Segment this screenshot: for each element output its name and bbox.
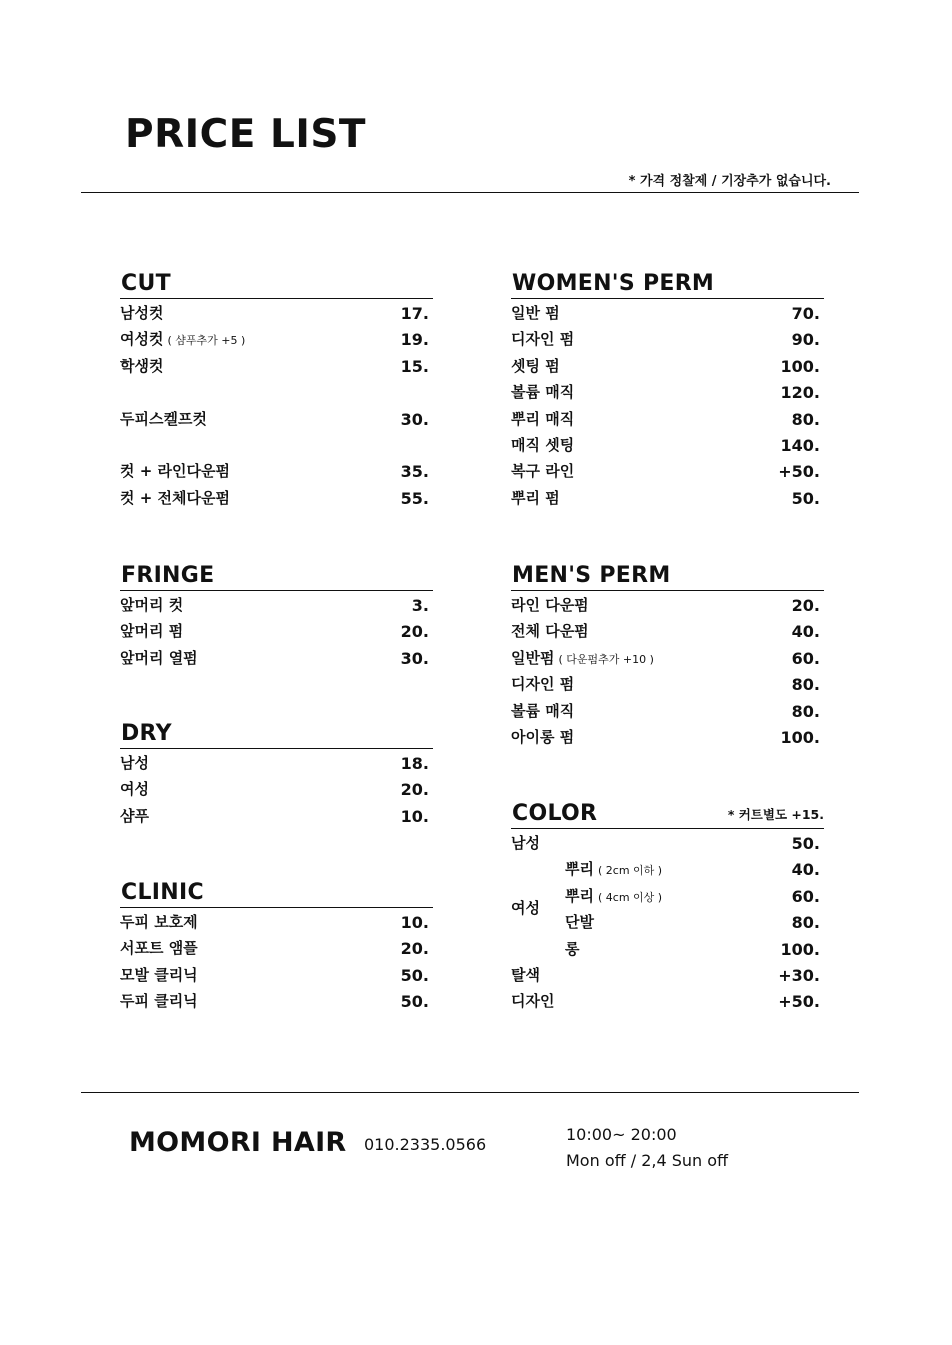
price-row (511, 591, 824, 617)
item-label: 디자인 펌 (511, 330, 575, 349)
section-title: MEN'S PERM (512, 563, 671, 588)
item-price: 70. (791, 304, 820, 323)
price-row (120, 961, 433, 987)
item-note: ( 샴푸추가 +5 ) (167, 334, 246, 348)
price-row (120, 352, 433, 378)
item-price: 100. (780, 939, 820, 959)
item-price: 50. (400, 992, 429, 1012)
item-price: 20. (400, 939, 429, 959)
item-label: 서포트 앰플 (120, 939, 198, 958)
section-title: FRINGE (121, 563, 215, 588)
opening-hours: 10:00~ 20:00 (566, 1125, 677, 1144)
color-note: * 커트별도 +15. (727, 807, 824, 822)
item-price: 10. (400, 806, 429, 826)
price-row (120, 484, 433, 510)
dry-header (120, 718, 433, 749)
item-label: 앞머리 열펌 (120, 648, 198, 667)
closed-days: Mon off / 2,4 Sun off (566, 1151, 729, 1170)
cut-header (120, 268, 433, 299)
price-row (511, 325, 824, 351)
item-label: 두피스켈프컷 (120, 409, 207, 428)
price-row (511, 935, 824, 961)
item-label: 샴푸 (120, 806, 149, 825)
item-price: 55. (400, 488, 429, 508)
price-row (511, 457, 824, 483)
item-label: 디자인 (511, 992, 555, 1011)
item-price: 80. (791, 913, 820, 933)
price-row (120, 644, 433, 670)
item-label: 뿌리 (565, 860, 594, 879)
item-price: 80. (791, 675, 820, 695)
price-row (120, 802, 433, 828)
item-price: 18. (400, 754, 429, 773)
section-title: CLINIC (121, 880, 204, 905)
price-row (511, 670, 824, 696)
business-hours (566, 1122, 728, 1174)
item-label: 여성컷 (120, 330, 164, 349)
price-row (511, 829, 824, 855)
item-label: 뿌리 펌 (511, 488, 560, 507)
item-price: 60. (791, 886, 820, 906)
item-label: 뿌리 매직 (511, 409, 575, 428)
item-label: 볼륨 매직 (511, 383, 575, 402)
female-group-label: 여성 (511, 899, 540, 918)
price-row (511, 299, 824, 325)
price-row (120, 299, 433, 325)
item-price: 20. (400, 780, 429, 800)
item-price: 40. (791, 622, 820, 642)
womens-perm-header (511, 268, 824, 299)
item-label: 컷 + 라인다운펌 (120, 462, 230, 481)
item-label: 볼륨 매직 (511, 701, 575, 720)
item-label: 롱 (565, 939, 580, 958)
item-label: 라인 다운펌 (511, 596, 589, 614)
top-divider (81, 192, 859, 193)
item-price: 80. (791, 409, 820, 429)
price-row (120, 325, 433, 351)
item-label: 여성 (120, 780, 149, 799)
item-note: ( 다운펌추가 +10 ) (558, 652, 654, 666)
price-row (511, 697, 824, 723)
price-row (511, 617, 824, 643)
womens-perm-section (511, 268, 824, 510)
item-price: +50. (778, 462, 820, 482)
item-label: 남성 (511, 834, 540, 852)
price-row (511, 723, 824, 749)
item-label: 뿌리 (565, 886, 594, 905)
item-label: 셋팅 펌 (511, 356, 560, 375)
price-row (511, 961, 824, 987)
price-row (511, 431, 824, 457)
price-row (120, 934, 433, 960)
item-label: 컷 + 전체다운펌 (120, 488, 230, 507)
phone-number: 010.2335.0566 (364, 1135, 487, 1154)
price-row (120, 457, 433, 483)
brand-name: MOMORI HAIR (129, 1127, 347, 1158)
clinic-section (120, 877, 433, 1014)
mens-perm-header (511, 560, 824, 591)
price-row (511, 378, 824, 404)
item-price: 30. (400, 409, 429, 429)
item-label: 일반 펌 (511, 304, 560, 322)
item-label: 매직 셋팅 (511, 435, 575, 454)
section-title: DRY (121, 721, 172, 746)
item-label: 복구 라인 (511, 462, 575, 481)
item-price: 60. (791, 648, 820, 668)
item-price: 100. (780, 727, 820, 747)
item-price: 20. (400, 622, 429, 642)
color-header (511, 798, 824, 829)
price-row (511, 908, 824, 934)
page-title: PRICE LIST (125, 112, 367, 157)
item-label: 탈색 (511, 965, 540, 984)
clinic-header (120, 877, 433, 908)
item-label: 남성컷 (120, 304, 164, 322)
price-row (511, 405, 824, 431)
price-row (511, 352, 824, 378)
item-label: 앞머리 컷 (120, 596, 184, 614)
price-row (511, 882, 824, 908)
cut-section (120, 268, 433, 510)
item-price: 15. (400, 356, 429, 376)
item-price: +30. (778, 965, 820, 985)
item-price: 140. (780, 435, 820, 455)
item-label: 디자인 펌 (511, 675, 575, 694)
item-price: 20. (791, 596, 820, 615)
item-label: 모발 클리닉 (120, 965, 198, 984)
item-price: 17. (400, 304, 429, 323)
item-price: 10. (400, 913, 429, 932)
bottom-divider (81, 1092, 859, 1093)
item-price: 50. (400, 965, 429, 985)
item-price: 3. (411, 596, 429, 615)
item-price: 120. (780, 383, 820, 403)
item-label: 남성 (120, 754, 149, 772)
item-label: 두피 보호제 (120, 913, 198, 931)
price-row (120, 749, 433, 775)
price-row (511, 644, 824, 670)
item-label: 일반펌 (511, 648, 555, 667)
item-note: ( 4cm 이상 ) (597, 890, 663, 904)
item-label: 학생컷 (120, 356, 164, 375)
item-note: ( 2cm 이하 ) (597, 864, 663, 878)
female-color-group (511, 855, 824, 961)
price-row (511, 987, 824, 1013)
section-title: WOMEN'S PERM (512, 271, 715, 296)
item-price: 35. (400, 462, 429, 482)
price-row (511, 484, 824, 510)
section-title: CUT (121, 271, 171, 296)
price-row (120, 908, 433, 934)
item-price: 90. (791, 330, 820, 350)
item-price: 30. (400, 648, 429, 668)
item-price: 50. (791, 834, 820, 853)
dry-section (120, 718, 433, 828)
item-price: 80. (791, 701, 820, 721)
item-price: +50. (778, 992, 820, 1012)
price-row (120, 775, 433, 801)
price-row (120, 987, 433, 1013)
price-row (120, 591, 433, 617)
fringe-section (120, 560, 433, 670)
price-policy-note: * 가격 정찰제 / 기장추가 없습니다. (628, 174, 831, 189)
item-label: 앞머리 펌 (120, 622, 184, 641)
item-label: 두피 클리닉 (120, 992, 198, 1011)
item-price: 40. (791, 860, 820, 880)
item-price: 50. (791, 488, 820, 508)
item-label: 전체 다운펌 (511, 622, 589, 641)
item-label: 아이롱 펌 (511, 727, 575, 746)
price-row (120, 617, 433, 643)
item-price: 100. (780, 356, 820, 376)
price-row (511, 855, 824, 881)
item-price: 19. (400, 330, 429, 350)
color-section (511, 798, 824, 1014)
item-label: 단발 (565, 913, 594, 932)
mens-perm-section (511, 560, 824, 749)
section-title: COLOR (512, 801, 598, 826)
price-row (120, 405, 433, 431)
fringe-header (120, 560, 433, 591)
